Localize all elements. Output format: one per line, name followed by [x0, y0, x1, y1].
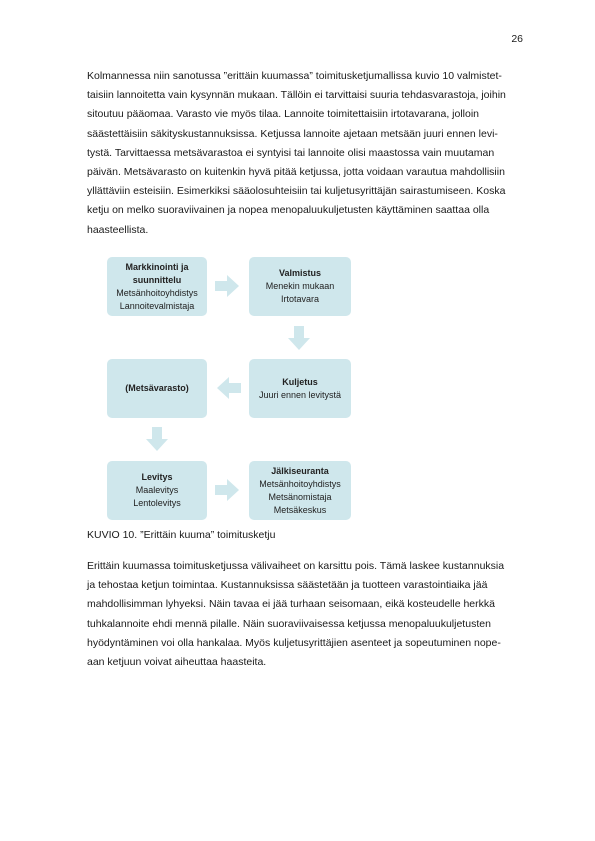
box-item: Metsänhoitoyhdistys [116, 287, 198, 298]
arrow-right-icon [215, 479, 239, 501]
box-title: Markkinointi ja [125, 261, 189, 272]
figure-caption: KUVIO 10. ”Erittäin kuuma” toimitusketju [87, 529, 276, 541]
box-item: Lentolevitys [133, 498, 181, 508]
paragraph-line: tuhkalannoite ehdi mennä pilalle. Näin suoraviivaisessa ketjussa menopaluukuljetusten [87, 617, 491, 630]
box-title: Jälkiseuranta [271, 465, 329, 476]
paragraph-line: Erittäin kuumassa toimitusketjussa välivaiheet on karsittu pois. Tämä laskee kustannuksia [87, 560, 505, 572]
arrow-right-icon [215, 275, 239, 297]
box-item: Irtotavara [280, 294, 320, 304]
box-follow-up [249, 461, 351, 520]
paragraph-line: aan ketjuun voivat aiheuttaa haasteita. [87, 656, 267, 669]
paragraph-line: taisiin lannoitetta vain kysynnän mukaan. Tällöin ei tarvittaisi suuria tehdasvarastoja, joihin [87, 89, 506, 102]
paragraph-1 [87, 67, 519, 240]
box-item: Juuri ennen levitystä [258, 389, 342, 400]
paragraph-line: säästettäisiin säkityskustannuksissa. Ketjussa lannoite ajetaan metsään juuri ennen levi- [87, 127, 498, 140]
box-title: (Metsävarasto) [125, 383, 189, 393]
box-title: Levitys [141, 472, 173, 482]
paragraph-line: Kolmannessa niin sanotussa ”erittäin kuumassa” toimitusketjumallissa kuvio 10 valmistet- [87, 70, 502, 82]
box-item: Metsänhoitoyhdistys [259, 478, 341, 489]
arrow-down-icon [288, 326, 310, 350]
page-number: 26 [511, 33, 523, 45]
box-manufacturing [249, 257, 351, 316]
paragraph-line: mahdollisimman lyhyeksi. Näin tavaa ei jää turhaan seisomaan, eikä kosteudelle herkkä [87, 598, 495, 611]
paragraph-2 [87, 557, 519, 672]
box-title: Kuljetus [282, 376, 318, 387]
box-item: Metsänomistaja [268, 491, 332, 502]
paragraph-line: sitoutuu pääomaa. Varasto vie myös tilaa. Lannoite toimitettaisiin irtotavarana, jolloin [87, 108, 480, 121]
box-spreading [107, 461, 207, 520]
box-item: Menekin mukaan [265, 281, 335, 291]
arrow-down-icon [146, 427, 168, 451]
box-title: Valmistus [278, 268, 322, 278]
box-item: Lannoitevalmistaja [119, 300, 195, 311]
box-title: suunnittelu [132, 274, 182, 285]
paragraph-line: päivän. Metsävarasto on kuitenkin hyvä pitää ketjussa, jotta voidaan varautua mahdollisiin [87, 166, 505, 179]
box-forest-storage [107, 359, 207, 418]
paragraph-line: haasteellista. [87, 223, 149, 236]
paragraph-line: ja tehostaa ketjun toimintaa. Kustannuksissa säästetään ja tuotteen varastointiaika jää [87, 579, 488, 592]
box-item: Metsäkeskus [273, 504, 327, 515]
box-item: Maalevitys [135, 485, 179, 495]
paragraph-line: hyödyntäminen voi olla hankalaa. Myös kuljetusyrittäjien asenteet ja sopeutuminen nope- [87, 636, 501, 649]
arrow-left-icon [217, 377, 241, 399]
paragraph-line: ketju on melko suoraviivainen ja nopea menopaluukuljetusten käyttäminen saattaa olla [87, 204, 490, 217]
box-marketing-planning [107, 257, 207, 316]
paragraph-line: tystä. Tarvittaessa metsävarastoa ei syntyisi tai lannoite olisi maastossa vain muutaman [87, 146, 495, 159]
box-transport [249, 359, 351, 418]
paragraph-line: yllättäviin esteisiin. Esimerkiksi sääolosuhteisiin tai kuljetusyrittäjän sairastumiseen. Koska [87, 185, 506, 198]
